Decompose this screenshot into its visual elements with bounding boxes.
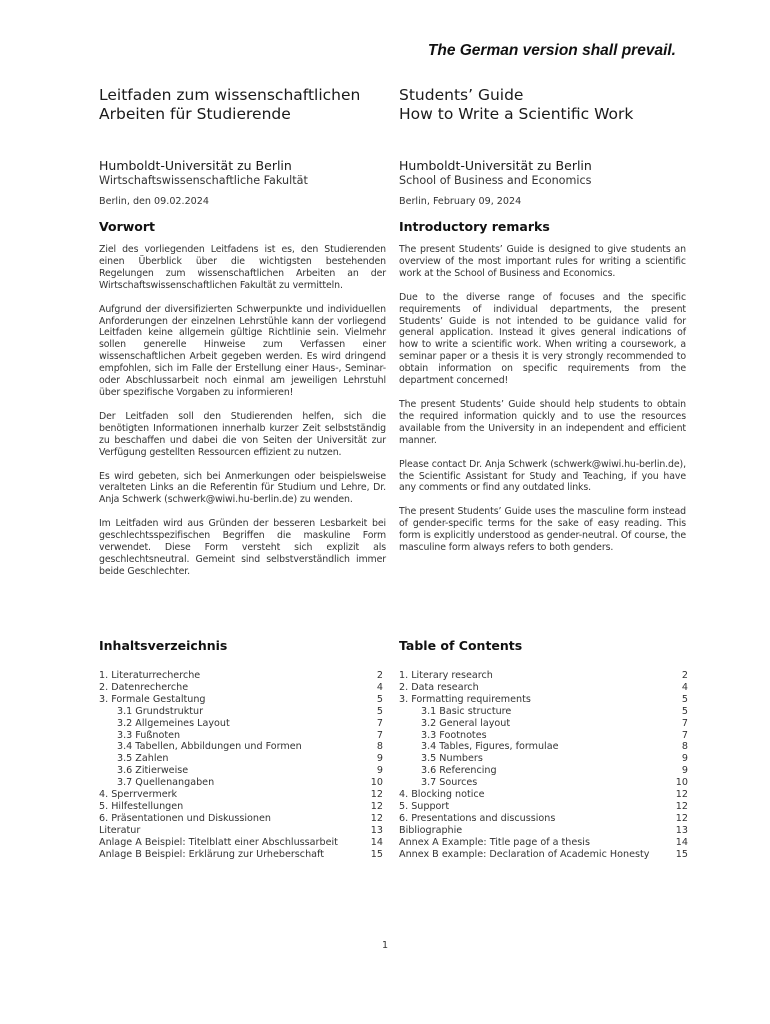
german-foreword-heading: Vorwort xyxy=(99,219,156,234)
toc-entry[interactable] xyxy=(99,801,383,813)
english-toc xyxy=(399,638,688,861)
toc-entry[interactable] xyxy=(99,694,383,706)
toc-entry-page: 5 xyxy=(376,705,383,717)
german-date: Berlin, den 09.02.2024 xyxy=(99,196,209,207)
toc-entry-label: 6. Presentations and discussions xyxy=(399,812,556,824)
toc-entry-label: 3.4 Tables, Figures, formulae xyxy=(421,741,559,753)
english-paragraph: Please contact Dr. Anja Schwerk (schwerk@wiwi.hu-berlin.de), the Scientific Assistant for Study and Teaching, if you have any comments or find any outdated links. xyxy=(399,458,686,494)
toc-entry-page: 7 xyxy=(681,729,688,741)
toc-entry[interactable] xyxy=(99,825,383,837)
english-paragraph: The present Students’ Guide should help students to obtain the required information quickly and to use the resources available from the University in an independent and efficient manner. xyxy=(399,398,686,446)
english-toc-heading: Table of Contents xyxy=(399,638,523,653)
toc-entry-page: 15 xyxy=(370,848,383,860)
toc-entry[interactable] xyxy=(399,741,688,753)
toc-entry[interactable] xyxy=(399,682,688,694)
english-date: Berlin, February 09, 2024 xyxy=(399,196,522,207)
toc-entry-label: Anlage B Beispiel: Erklärung zur Urheberschaft xyxy=(99,848,324,860)
toc-entry[interactable] xyxy=(99,849,383,861)
toc-entry[interactable] xyxy=(399,706,688,718)
toc-entry[interactable] xyxy=(399,789,688,801)
toc-entry-page: 9 xyxy=(376,765,383,777)
english-intro-heading: Introductory remarks xyxy=(399,219,550,234)
toc-entry-page: 9 xyxy=(681,765,688,777)
toc-entry[interactable] xyxy=(399,670,688,682)
toc-entry-label: Anlage A Beispiel: Titelblatt einer Abschlussarbeit xyxy=(99,836,338,848)
toc-entry[interactable] xyxy=(399,765,688,777)
toc-entry-label: 4. Blocking notice xyxy=(399,789,485,801)
toc-entry-label: 3.2 General layout xyxy=(421,717,511,729)
english-toc-list xyxy=(399,670,688,861)
toc-entry-label: 3.4 Tabellen, Abbildungen und Formen xyxy=(117,741,302,753)
toc-entry[interactable] xyxy=(99,706,383,718)
toc-entry-page: 13 xyxy=(675,824,688,836)
toc-entry-page: 10 xyxy=(370,777,383,789)
toc-entry-label: 3.3 Fußnoten xyxy=(117,729,181,741)
toc-entry-page: 9 xyxy=(376,753,383,765)
toc-entry-page: 5 xyxy=(681,705,688,717)
english-title xyxy=(399,86,686,158)
toc-entry-page: 8 xyxy=(681,741,688,753)
toc-entry-page: 10 xyxy=(675,777,688,789)
german-paragraph: Der Leitfaden soll den Studierenden helfen, sich die benötigten Informationen innerhalb kurzer Zeit selbstständig zu beschaffen und dabei die von Seiten der Universität zur Verfügung gestellten Ressourcen effizient zu nutzen. xyxy=(99,410,386,458)
toc-entry-page: 7 xyxy=(376,729,383,741)
english-paragraph: The present Students’ Guide uses the masculine form instead of gender-specific terms for the sake of easy reading. This form is explicitly understood as gender-neutral. Of course, the masculine form always refers to both genders. xyxy=(399,506,686,554)
toc-entry-page: 13 xyxy=(370,824,383,836)
toc-entry[interactable] xyxy=(99,789,383,801)
toc-entry-page: 4 xyxy=(376,681,383,693)
toc-entry-page: 4 xyxy=(681,681,688,693)
toc-entry-label: 3.7 Quellenangaben xyxy=(117,777,215,789)
toc-entry-label: 2. Datenrecherche xyxy=(99,681,189,693)
toc-entry-page: 2 xyxy=(376,670,383,681)
toc-entry-label: Literatur xyxy=(99,824,141,836)
toc-entry-page: 12 xyxy=(675,789,688,801)
toc-entry-label: 6. Präsentationen und Diskussionen xyxy=(99,812,271,824)
english-title-line2: How to Write a Scientific Work xyxy=(399,105,634,123)
toc-entry[interactable] xyxy=(99,813,383,825)
toc-entry[interactable] xyxy=(399,777,688,789)
english-title-line1: Students’ Guide xyxy=(399,86,524,104)
toc-entry-label: 4. Sperrvermerk xyxy=(99,789,178,801)
toc-entry-page: 7 xyxy=(681,717,688,729)
toc-entry[interactable] xyxy=(399,694,688,706)
toc-entry-page: 7 xyxy=(376,717,383,729)
english-paragraph: Due to the diverse range of focuses and the specific requirements of individual departments, the present Students’ Guide is not intended to be guidance valid for general application. Instead it gives general indications of how to write a scientific work. When writing a coursework, a seminar paper or a thesis it is very strongly recommended to obtain information on specific requirements from the department concerned! xyxy=(399,291,686,387)
toc-entry[interactable] xyxy=(99,777,383,789)
german-paragraph: Es wird gebeten, sich bei Anmerkungen oder beispielsweise veralteten Links an die Referentin für Studium und Lehre, Dr. Anja Schwerk (schwerk@wiwi.hu-berlin.de) zu wenden. xyxy=(99,470,386,506)
english-paragraph: The present Students’ Guide is designed to give students an overview of the most important rules for writing a scientific work at the School of Business and Economics. xyxy=(399,244,686,279)
page-number: 1 xyxy=(381,940,389,951)
toc-entry[interactable] xyxy=(99,741,383,753)
toc-entry[interactable] xyxy=(399,801,688,813)
toc-entry[interactable] xyxy=(399,837,688,849)
toc-entry-label: 3.3 Footnotes xyxy=(421,729,487,741)
german-faculty: Wirtschaftswissenschaftliche Fakultät xyxy=(99,174,308,187)
toc-entry-page: 14 xyxy=(675,836,688,848)
toc-entry-label: 3.2 Allgemeines Layout xyxy=(117,717,230,729)
toc-entry-page: 8 xyxy=(376,741,383,753)
toc-entry[interactable] xyxy=(99,718,383,730)
toc-entry[interactable] xyxy=(99,837,383,849)
german-paragraph: Ziel des vorliegenden Leitfadens ist es, den Studierenden einen Überblick über die wichtigsten bestehenden Regelungen zum wissenschaftlichen Arbeiten an der Wirtschaftswissenschaftlichen Fakultät zu vermitteln. xyxy=(99,244,386,291)
toc-entry-label: 3. Formatting requirements xyxy=(399,693,531,705)
german-title-line2: Arbeiten für Studierende xyxy=(99,105,291,123)
toc-entry[interactable] xyxy=(399,849,688,861)
toc-entry[interactable] xyxy=(399,730,688,742)
prevail-notice: The German version shall prevail. xyxy=(427,42,676,59)
toc-entry[interactable] xyxy=(99,753,383,765)
toc-entry-label: Annex A Example: Title page of a thesis xyxy=(399,836,590,848)
german-university: Humboldt-Universität zu Berlin xyxy=(99,158,292,173)
german-title xyxy=(99,86,386,158)
german-paragraph: Aufgrund der diversifizierten Schwerpunkte und individuellen Anforderungen der einzelnen Lehrstühle kann der vorliegend Leitfaden keine allgemein gültige Richtlinie sein. Vielmehr sollen generelle Hinweise zum Verfassen einer wissenschaftlichen Arbeit gegeben werden. Es wird dringend empfohlen, sich im Falle der Erstellung einer Haus-, Seminar- oder Abschlussarbeit noch einmal am jeweiligen Lehrstuhl über spezifische Vorgaben zu informieren! xyxy=(99,303,386,398)
toc-entry[interactable] xyxy=(399,753,688,765)
english-column xyxy=(399,86,686,566)
toc-entry-label: 5. Support xyxy=(399,800,450,812)
toc-entry-label: 1. Literaturrecherche xyxy=(99,670,201,681)
toc-entry[interactable] xyxy=(99,670,383,682)
toc-entry-page: 12 xyxy=(675,812,688,824)
toc-entry-label: 3.5 Zahlen xyxy=(117,753,169,765)
toc-entry-label: 3.1 Basic structure xyxy=(421,705,512,717)
toc-entry[interactable] xyxy=(399,718,688,730)
toc-entry[interactable] xyxy=(99,730,383,742)
toc-entry[interactable] xyxy=(99,765,383,777)
german-toc-list xyxy=(99,670,383,861)
toc-entry-page: 14 xyxy=(370,836,383,848)
toc-entry-label: 3.6 Referencing xyxy=(421,765,497,777)
toc-entry-page: 2 xyxy=(681,670,688,681)
toc-entry-page: 12 xyxy=(370,800,383,812)
toc-entry[interactable] xyxy=(399,813,688,825)
english-faculty: School of Business and Economics xyxy=(399,174,592,187)
german-toc xyxy=(99,638,383,861)
toc-entry-label: 3.7 Sources xyxy=(421,777,478,789)
german-column xyxy=(99,86,386,590)
english-university: Humboldt-Universität zu Berlin xyxy=(399,158,592,173)
toc-entry-label: 3.5 Numbers xyxy=(421,753,483,765)
toc-entry-page: 12 xyxy=(370,812,383,824)
toc-entry-label: Annex B example: Declaration of Academic Honesty xyxy=(399,848,650,860)
german-paragraph: Im Leitfaden wird aus Gründen der besseren Lesbarkeit bei geschlechtsspezifischen Begriffen die maskuline Form verwendet. Diese Form versteht sich explizit als geschlechtsneutral. Gemeint sind selbstverständlich immer beide Geschlechter. xyxy=(99,518,386,577)
german-title-line1: Leitfaden zum wissenschaftlichen xyxy=(99,86,361,104)
toc-entry-page: 9 xyxy=(681,753,688,765)
toc-entry-label: 5. Hilfestellungen xyxy=(99,800,184,812)
german-toc-heading: Inhaltsverzeichnis xyxy=(99,638,228,653)
toc-entry-page: 15 xyxy=(675,848,688,860)
toc-entry-label: Bibliographie xyxy=(399,824,463,836)
toc-entry-page: 12 xyxy=(370,789,383,801)
toc-entry[interactable] xyxy=(399,825,688,837)
toc-entry-page: 5 xyxy=(376,693,383,705)
toc-entry-label: 1. Literary research xyxy=(399,670,493,681)
toc-entry-label: 2. Data research xyxy=(399,681,479,693)
toc-entry-page: 5 xyxy=(681,693,688,705)
toc-entry-label: 3.6 Zitierweise xyxy=(117,765,189,777)
toc-entry-page: 12 xyxy=(675,800,688,812)
toc-entry[interactable] xyxy=(99,682,383,694)
toc-entry-label: 3. Formale Gestaltung xyxy=(99,693,206,705)
toc-entry-label: 3.1 Grundstruktur xyxy=(117,705,204,717)
